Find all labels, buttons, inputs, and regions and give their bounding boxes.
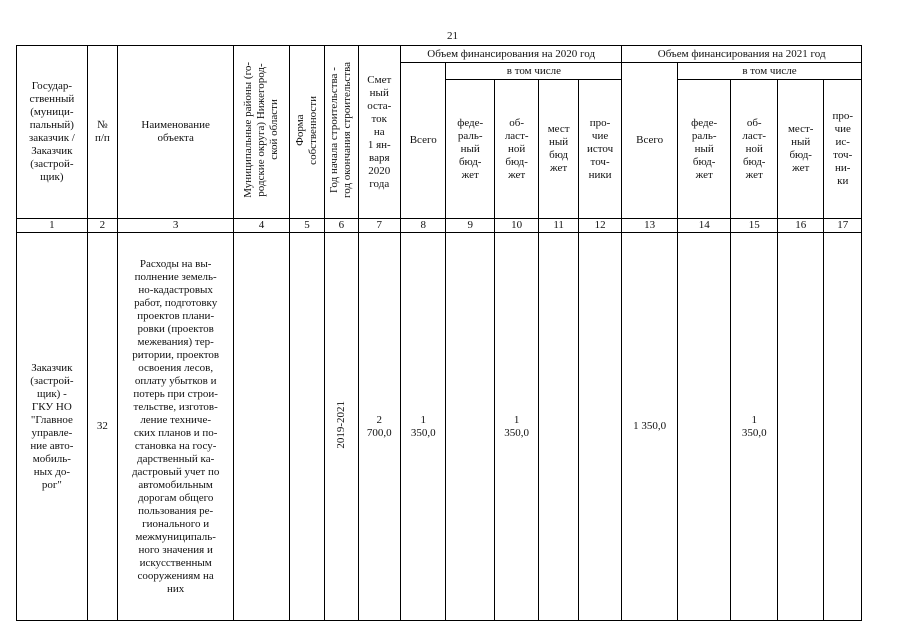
- row-regional-2021: 1 350,0: [731, 233, 777, 621]
- column-number: 3: [118, 219, 234, 233]
- column-number: 8: [400, 219, 445, 233]
- row-balance: 2 700,0: [358, 233, 400, 621]
- header-total-2021: Всего: [622, 63, 678, 219]
- row-other-2021: [824, 233, 862, 621]
- row-total-2021: 1 350,0: [622, 233, 678, 621]
- column-number-row: [17, 219, 862, 233]
- header-years: Год начала строительства - год окончания строительства: [328, 62, 354, 198]
- header-ownership-cell: [289, 46, 324, 219]
- row-total-2020: 1 350,0: [400, 233, 445, 621]
- header-num: № п/п: [87, 46, 117, 219]
- column-number: 4: [234, 219, 290, 233]
- column-number: 10: [494, 219, 538, 233]
- row-districts: [234, 233, 290, 621]
- header-including-2020: в том числе: [446, 63, 622, 80]
- column-number: 12: [578, 219, 622, 233]
- header-years-cell: [325, 46, 358, 219]
- column-number: 14: [677, 219, 731, 233]
- row-ownership: [289, 233, 324, 621]
- header-federal-2021: феде- раль- ный бюд- жет: [677, 80, 731, 219]
- column-number: 5: [289, 219, 324, 233]
- row-federal-2021: [677, 233, 731, 621]
- column-number: 7: [358, 219, 400, 233]
- row-years-cell: [325, 233, 358, 621]
- row-local-2021: [777, 233, 823, 621]
- page-number: 21: [447, 30, 458, 42]
- header-regional-2020: об- ласт- ной бюд- жет: [494, 80, 538, 219]
- header-local-2021: мест- ный бюд- жет: [777, 80, 823, 219]
- header-regional-2021: об- ласт- ной бюд- жет: [731, 80, 777, 219]
- row-object-name: Расходы на вы- полнение земель- но-кадастровых работ, подготовку проектов плани- ровки (проектов межевания) тер- ритории, проектов освоения лесов, оплату убытков и потерь при строи- тельстве, изготов- ление техниче- ских планов и по- становка на госу- дарственный ка- дастровый учет по автомобильным дорогам общего пользования ре- гионального и межмуниципаль- ного значения и искусственным сооружениям на них: [118, 233, 234, 621]
- header-fin-2021: Объем финансирования на 2021 год: [622, 46, 862, 63]
- row-years: 2019-2021: [334, 400, 347, 449]
- header-local-2020: мест ный бюд жет: [539, 80, 578, 219]
- header-including-2021: в том числе: [677, 63, 861, 80]
- column-number: 9: [446, 219, 495, 233]
- header-federal-2020: феде- раль- ный бюд- жет: [446, 80, 495, 219]
- header-balance: Смет ный оста- ток на 1 ян- варя 2020 года: [358, 46, 400, 219]
- column-number: 11: [539, 219, 578, 233]
- table-row: [17, 233, 862, 621]
- row-customer: Заказчик (застрой- щик) - ГКУ НО "Главное управле- ние авто- мобиль- ных до- рог": [17, 233, 88, 621]
- row-federal-2020: [446, 233, 495, 621]
- header-fin-2020: Объем финансирования на 2020 год: [400, 46, 621, 63]
- column-number: 15: [731, 219, 777, 233]
- financing-table: [16, 45, 862, 621]
- column-number: 6: [325, 219, 358, 233]
- header-object-name: Наименование объекта: [118, 46, 234, 219]
- header-customer: Государ- ственный (муници- пальный) заказчик / Заказчик (застрой- щик): [17, 46, 88, 219]
- row-other-2020: [578, 233, 622, 621]
- header-other-2021: про- чие ис- точ- ни- ки: [824, 80, 862, 219]
- header-districts-cell: [234, 46, 290, 219]
- column-number: 16: [777, 219, 823, 233]
- column-number: 13: [622, 219, 678, 233]
- header-ownership: Форма собственности: [294, 95, 320, 165]
- row-local-2020: [539, 233, 578, 621]
- header-districts: Муниципальные районы (го- родские округа) Нижегород- ской области: [242, 62, 281, 198]
- header-total-2020: Всего: [400, 63, 445, 219]
- header-other-2020: про- чие источ точ- ники: [578, 80, 622, 219]
- column-number: 2: [87, 219, 117, 233]
- column-number: 1: [17, 219, 88, 233]
- column-number: 17: [824, 219, 862, 233]
- row-num: 32: [87, 233, 117, 621]
- row-regional-2020: 1 350,0: [494, 233, 538, 621]
